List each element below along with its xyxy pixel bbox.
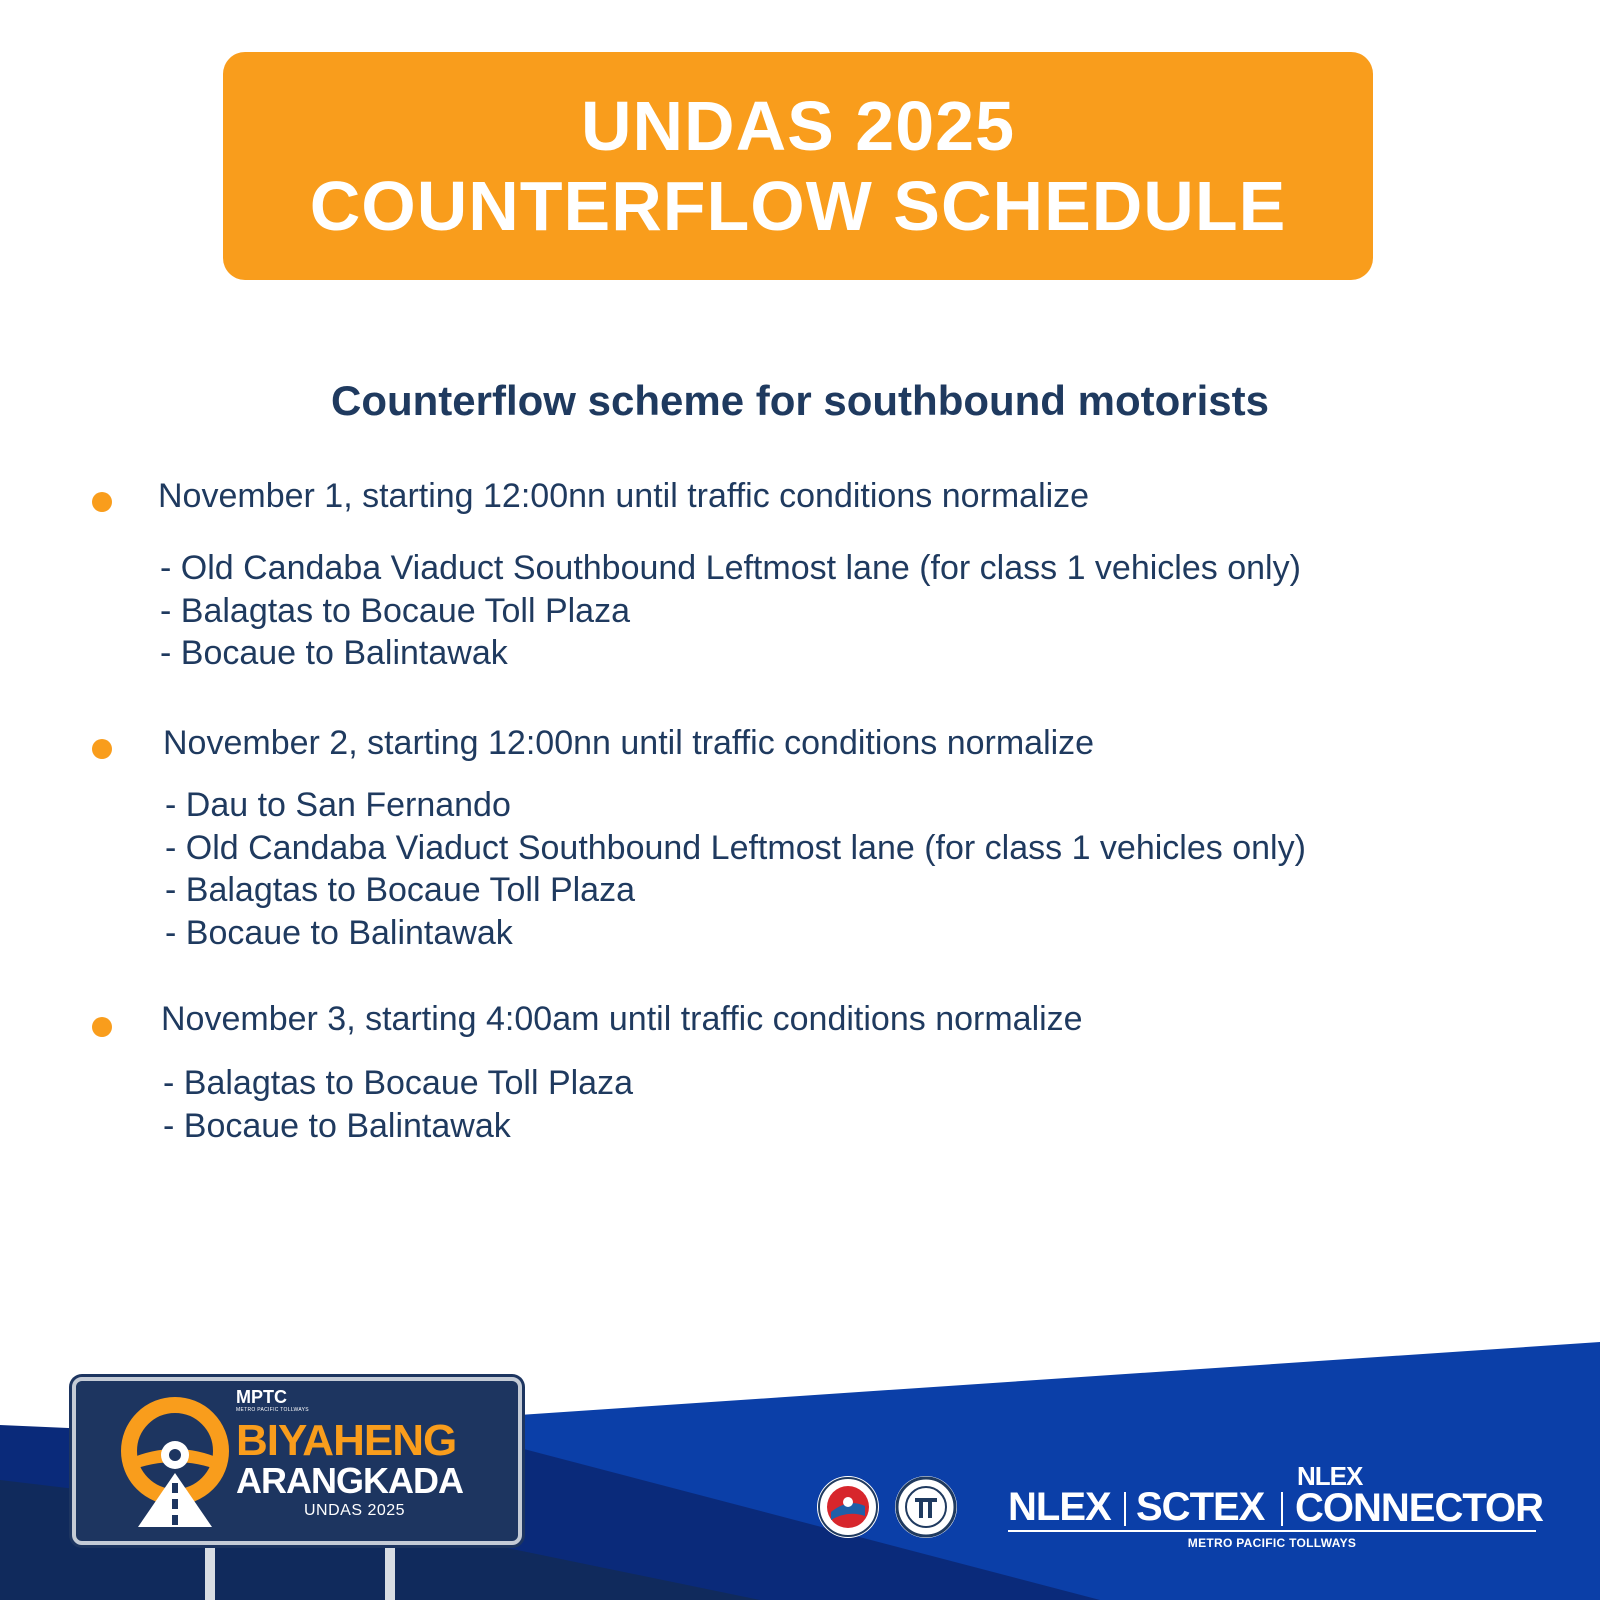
route-item: - Balagtas to Bocaue Toll Plaza: [163, 1064, 633, 1102]
brand-divider: [1124, 1492, 1126, 1526]
brand-divider: [1281, 1492, 1283, 1526]
dotr-seal-icon: [817, 1476, 879, 1538]
sctex-logo: SCTEX: [1136, 1485, 1265, 1529]
nlex-connector-logo-bottom: CONNECTOR: [1295, 1486, 1544, 1530]
schedule-title: November 3, starting 4:00am until traffic conditions normalize: [161, 1000, 1083, 1038]
route-item: - Balagtas to Bocaue Toll Plaza: [160, 591, 630, 630]
bullet-dot: [92, 1017, 112, 1037]
route-item: - Dau to San Fernando: [165, 786, 511, 824]
nlex-logo: NLEX: [1008, 1485, 1111, 1529]
nlex-connector-logo-top: NLEX: [1297, 1461, 1363, 1491]
title-line-2: COUNTERFLOW SCHEDULE: [309, 167, 1287, 245]
sign-line-3: UNDAS 2025: [304, 1502, 406, 1519]
title-line-1: UNDAS 2025: [580, 87, 1016, 165]
route-item: - Old Candaba Viaduct Southbound Leftmost lane (for class 1 vehicles only): [160, 549, 1301, 587]
mptc-logo-subtext: METRO PACIFIC TOLLWAYS: [236, 1407, 309, 1413]
route-item: - Balagtas to Bocaue Toll Plaza: [165, 871, 635, 909]
route-list: [165, 784, 1306, 954]
route-list: [163, 1062, 633, 1147]
route-item: - Bocaue to Balintawak: [165, 913, 513, 952]
toll-regulatory-board-seal-icon: [895, 1476, 957, 1538]
schedule-title: November 2, starting 12:00nn until traffic conditions normalize: [163, 724, 1095, 762]
bullet-dot: [92, 739, 112, 759]
route-item: - Old Candaba Viaduct Southbound Leftmost lane (for class 1 vehicles only): [165, 828, 1306, 867]
bullet-dot: [92, 492, 112, 512]
sign-post-left: [205, 1540, 215, 1600]
route-list: [160, 547, 1301, 675]
schedule-title: November 1, starting 12:00nn until traffic conditions normalize: [158, 477, 1090, 515]
steering-wheel-road-icon: [116, 1395, 234, 1535]
sign-line-2: ARANGKADA: [236, 1460, 463, 1501]
metro-pacific-tollways-tagline: METRO PACIFIC TOLLWAYS: [1187, 1536, 1357, 1550]
sign-line-1: BIYAHENG: [236, 1416, 457, 1465]
brand-underline: [1008, 1530, 1536, 1532]
route-item: - Bocaue to Balintawak: [163, 1106, 511, 1145]
sign-post-right: [385, 1540, 395, 1600]
subheading: Counterflow scheme for southbound motorists: [330, 377, 1269, 424]
mptc-logo-text: MPTC: [236, 1387, 287, 1407]
title-banner: [223, 52, 1373, 280]
route-item: - Bocaue to Balintawak: [160, 634, 508, 672]
biyaheng-arangkada-sign: [72, 1377, 522, 1545]
